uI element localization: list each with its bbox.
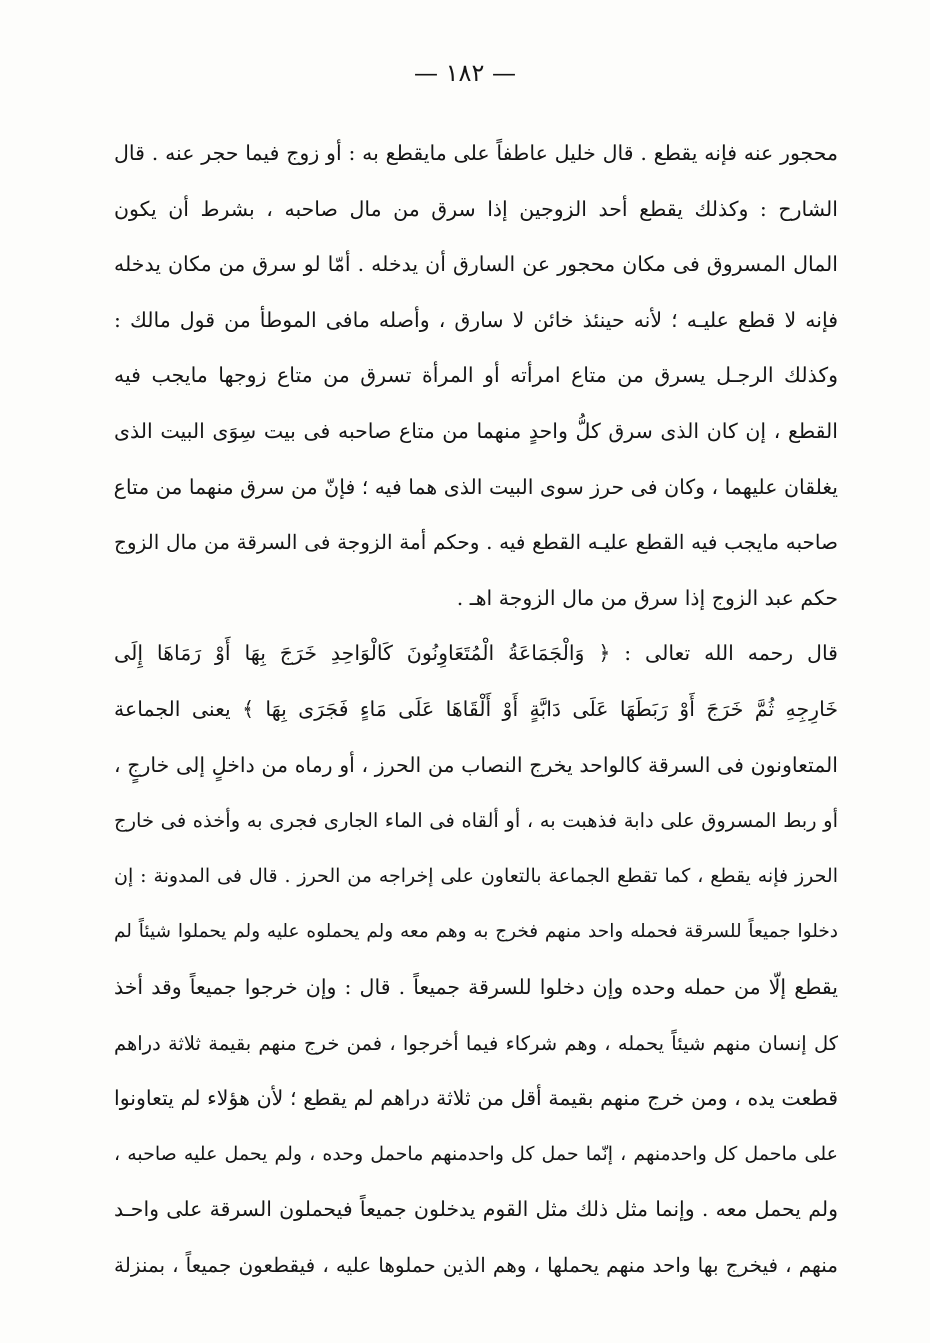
text-line: المال المسروق فى مكان محجور عن السارق أن يدخله . أمّا لو سرق من مكان يدخله: [114, 252, 838, 277]
text-line: قطعت يده ، ومن خرج منهم بقيمة أقل من ثلاثة دراهم لم يقطع ؛ لأن هؤلاء لم يتعاونوا: [114, 1086, 838, 1111]
paragraph-end-line: حكم عبد الزوج إذا سرق من مال الزوجة اهـ .: [456, 585, 838, 610]
text-line: ولم يحمل معه . وإنما مثل ذلك مثل القوم يدخلون جميعاً فيحملون السرقة على واحـد: [114, 1197, 838, 1222]
text-line: المتعاونون فى السرقة كالواحد يخرج النصاب من الحرز ، أو رماه من داخلٍ إلى خارجٍ ،: [114, 752, 838, 777]
text-line: كل إنسان منهم شيئاً يحمله ، وهم شركاء فيما أخرجوا ، فمن خرج منهم بقيمة ثلاثة دراهم: [114, 1031, 838, 1055]
text-line: يغلقان عليهما ، وكان فى حرز سوى البيت الذى هما فيه ؛ فإنّ من سرق منهما من متاع: [114, 474, 838, 499]
body-text: [114, 126, 838, 1293]
text-line: محجور عنه فإنه يقطع . قال خليل عاطفاً على مايقطع به : أو زوج فيما حجر عنه . قال: [114, 141, 838, 165]
quran-verse-line: قال رحمه الله تعالى : ﴿ وَالْجَمَاعَةُ الْمُتَعَاوِنُونَ كَالْوَاحِدِ خَرَجَ بِهَا أَوْ رَمَاهَا إِلَى: [114, 641, 838, 666]
page-number: — ١٨٢ —: [414, 59, 516, 87]
text-line: على ماحمل كل واحدمنهم ، إنّما حمل كل واحدمنهم ماحمل وحده ، ولم يحمل عليه صاحبه ،: [114, 1142, 838, 1165]
text-line: فإنه لا قطع عليـه ؛ لأنه حينئذ خائن لا سارق ، وأصله مافى الموطأ من قول مالك :: [114, 307, 838, 332]
text-line: يقطع إلّا من حمله وحده وإن دخلوا للسرقة جميعاً . قال : وإن خرجوا جميعاً وقد أخذ: [114, 974, 838, 999]
text-line: الشارح : وكذلك يقطع أحد الزوجين إذا سرق من مال صاحبه ، بشرط أن يكون: [114, 196, 838, 221]
text-line: منهم ، فيخرج بها واحد منهم يحملها ، وهم الذين حملوها عليه ، فيقطعون جميعاً ، بمنزلة: [114, 1252, 838, 1277]
text-line: صاحبه مايجب فيه القطع عليـه القطع فيه . وحكم أمة الزوجة فى السرقة من مال الزوج: [114, 530, 838, 555]
text-line: وكذلك الرجـل يسرق من متاع امرأته أو المرأة تسرق من متاع زوجها مايجب فيه: [114, 363, 838, 388]
text-line: الحرز فإنه يقطع ، كما تقطع الجماعة بالتعاون على إخراجه من الحرز . قال فى المدونة : إن: [114, 864, 838, 887]
quran-verse-line: خَارِجِهِ ثُمَّ خَرَجَ أَوْ رَبَطَهَا عَلَى دَابَّةٍ أَوْ أَلْقَاهَا عَلَى مَاءٍ فَجَرَى بِهَا ﴾ يعنى الجماعة: [114, 696, 838, 721]
text-line: دخلوا جميعاً للسرقة فحمله واحد منهم فخرج به وهم معه ولم يحملوه عليه ولم يحملوا شيئاً لم: [114, 921, 838, 943]
text-line: أو ربط المسروق على دابة فذهبت به ، أو ألقاه فى الماء الجارى فجرى به وأخذه فى خارج: [114, 809, 838, 833]
text-line: القطع ، إن كان الذى سرق كلُّ واحدٍ منهما من متاع صاحبه فى بيت سِوَى البيت الذى: [114, 418, 838, 443]
